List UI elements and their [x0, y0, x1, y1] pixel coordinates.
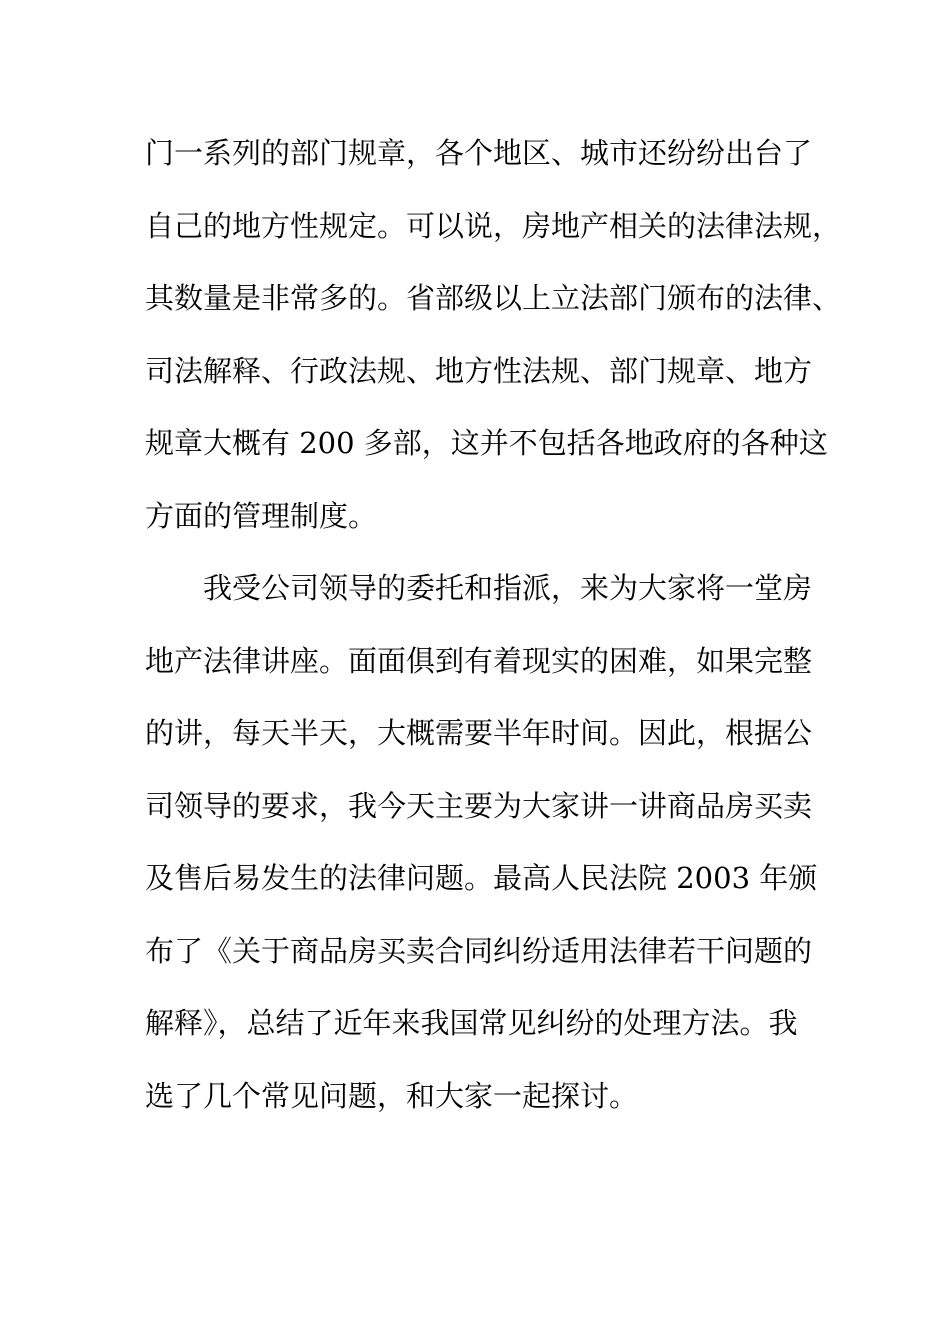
text-line: 选了几个常见问题，和大家一起探讨。	[145, 1078, 639, 1113]
paragraph-start-line: 我受公司领导的委托和指派，来为大家将一堂房	[203, 571, 813, 605]
text-line: 及售后易发生的法律问题。最高人民法院 2003 年颁	[145, 861, 818, 895]
text-line: 的讲，每天半天，大概需要半年时间。因此，根据公	[145, 716, 813, 750]
text-line: 规章大概有 200 多部，这并不包括各地政府的各种这	[145, 426, 828, 460]
text-line: 解释》，总结了近年来我国常见纠纷的处理方法。我	[145, 1006, 798, 1040]
text-line: 方面的管理制度。	[145, 498, 378, 533]
text-line: 司领导的要求，我今天主要为大家讲一讲商品房买卖	[145, 788, 813, 823]
text-line: 其数量是非常多的。省部级以上立法部门颁布的法律、	[145, 281, 842, 315]
text-line: 司法解释、行政法规、地方性法规、部门规章、地方	[145, 353, 813, 388]
body-text	[145, 124, 845, 1139]
text-line: 自己的地方性规定。可以说，房地产相关的法律法规，	[145, 208, 842, 243]
text-line: 地产法律讲座。面面俱到有着现实的困难，如果完整	[145, 643, 813, 678]
text-line: 布了《关于商品房买卖合同纠纷适用法律若干问题的	[145, 933, 813, 968]
text-line: 门一系列的部门规章，各个地区、城市还纷纷出台了	[145, 136, 813, 170]
